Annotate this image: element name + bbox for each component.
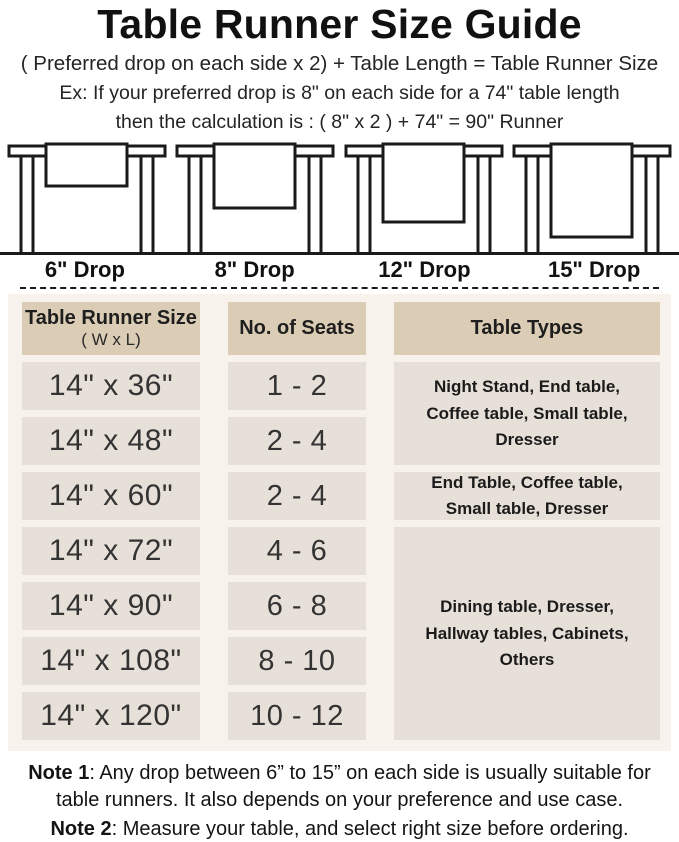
note-2-label: Note 2 xyxy=(50,817,112,840)
note-1-label: Note 1 xyxy=(28,762,90,785)
runner-size-value: 14" x 36" xyxy=(48,369,174,403)
drop-label-15: 15" Drop xyxy=(547,257,641,283)
drop-label-12: 12" Drop xyxy=(378,257,471,283)
runner-size-header-label: Table Runner Size xyxy=(25,307,197,330)
table-runner-12-drop-icon xyxy=(343,141,505,252)
drop-illustrations-row xyxy=(0,139,679,255)
table-with-runner-6in-illustration xyxy=(6,141,168,252)
table-row-size xyxy=(22,527,200,575)
table-runner-15-drop-icon xyxy=(511,141,673,252)
example-line-1: Ex: If your preferred drop is 8" on each side for a 74" table length xyxy=(59,81,620,104)
runner-size-value: 14" x 108" xyxy=(40,644,182,678)
table-runner-6-drop-icon xyxy=(6,141,168,252)
runner-size-value: 14" x 60" xyxy=(48,479,174,513)
note-2-text: : Measure your table, and select right size before ordering. xyxy=(111,817,629,840)
runner-size-value: 14" x 120" xyxy=(40,699,182,733)
dashed-divider xyxy=(20,287,659,289)
table-types-group-3: Dining table, Dresser, Hallway tables, Cabinets, Others xyxy=(394,527,660,740)
seats-value: 4 - 6 xyxy=(266,534,328,567)
table-row-size xyxy=(22,637,200,685)
drop-label-6: 6" Drop xyxy=(44,257,125,283)
table-types-group-1: Night Stand, End table, Coffee table, Small table, Dresser xyxy=(394,362,660,465)
table-row-seats xyxy=(228,472,366,520)
table-row-seats xyxy=(228,527,366,575)
runner-size-value: 14" x 72" xyxy=(48,534,174,568)
table-row-size xyxy=(22,582,200,630)
size-guide-table xyxy=(8,294,671,751)
runner-size-header-sublabel: ( W x L) xyxy=(81,330,141,350)
seats-value: 10 - 12 xyxy=(250,699,344,732)
runner-size-value: 14" x 90" xyxy=(48,589,174,623)
formula-line: ( Preferred drop on each side x 2) + Table Length = Table Runner Size xyxy=(20,52,659,76)
table-row-size xyxy=(22,472,200,520)
notes-section xyxy=(7,760,673,842)
drop-labels-row xyxy=(0,255,679,287)
table-row-seats xyxy=(228,362,366,410)
drop-label-8: 8" Drop xyxy=(214,257,295,283)
note-1 xyxy=(7,760,673,813)
table-row-size xyxy=(22,362,200,410)
page xyxy=(0,2,679,842)
table-row-size xyxy=(22,417,200,465)
note-1-text: : Any drop between 6” to 15” on each side is usually suitable for table runners. It also depends on your preference and use case. xyxy=(55,762,651,811)
table-row-size xyxy=(22,692,200,740)
column-header-seats xyxy=(228,302,366,355)
table-row-seats xyxy=(228,637,366,685)
table-row-seats xyxy=(228,582,366,630)
table-types-group-2: End Table, Coffee table, Small table, Dresser xyxy=(394,472,660,520)
column-header-runner-size xyxy=(22,302,200,355)
seats-value: 8 - 10 xyxy=(258,644,336,677)
column-header-table-types xyxy=(394,302,660,355)
table-with-runner-8in-illustration xyxy=(174,141,336,252)
example-line-2: then the calculation is : ( 8" x 2 ) + 74" = 90" Runner xyxy=(115,111,564,134)
table-with-runner-12in-illustration xyxy=(343,141,505,252)
seats-value: 1 - 2 xyxy=(266,369,328,402)
table-with-runner-15in-illustration xyxy=(511,141,673,252)
seats-value: 2 - 4 xyxy=(266,479,328,512)
seats-value: 6 - 8 xyxy=(266,589,328,622)
seats-header-label: No. of Seats xyxy=(239,317,355,340)
runner-size-value: 14" x 48" xyxy=(48,424,174,458)
table-row-seats xyxy=(228,692,366,740)
note-2 xyxy=(7,816,673,842)
table-runner-8-drop-icon xyxy=(174,141,336,252)
seats-value: 2 - 4 xyxy=(266,424,328,457)
table-row-seats xyxy=(228,417,366,465)
page-title: Table Runner Size Guide xyxy=(97,1,582,47)
table-types-header-label: Table Types xyxy=(470,317,584,340)
